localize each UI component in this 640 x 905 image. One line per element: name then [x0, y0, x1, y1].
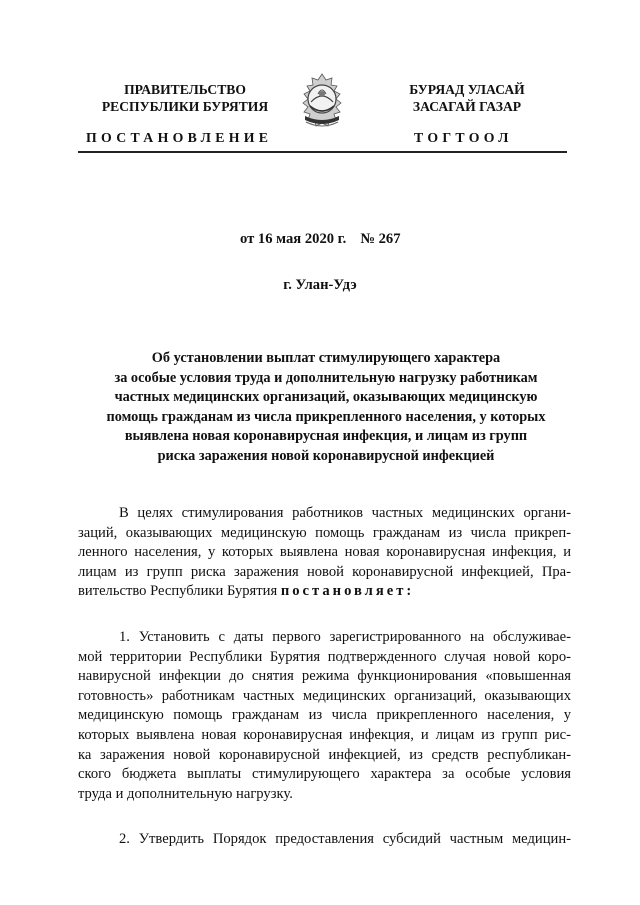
header-divider	[78, 151, 567, 153]
issuer-line-1: ПРАВИТЕЛЬСТВО	[124, 82, 246, 97]
document-date: от 16 мая 2020 г.	[240, 231, 347, 247]
document-type-russian: ПОСТАНОВЛЕНИЕ	[86, 130, 273, 145]
body-line: навирусной инфекции до снятия режима функционирования «повышенная	[78, 668, 571, 685]
body-line: 2. Утвердить Порядок предоставления субсидий частным медицин-	[119, 831, 571, 847]
title-line: Об установлении выплат стимулирующего характера	[151, 350, 501, 366]
body-line-last	[78, 582, 571, 602]
issuer-name-buryat	[368, 82, 566, 115]
decree-keyword: постановляет:	[280, 583, 415, 600]
document-number: № 267	[360, 231, 401, 247]
body-line: ленного населения, у которых выявлена новая коронавирусная инфекция, и	[78, 544, 571, 561]
title-line: риска заражения новой коронавирусной инфекцией	[157, 447, 495, 464]
document-title	[60, 349, 592, 466]
issuer-buryat-line-2: ЗАСАГАЙ ГАЗАР	[412, 98, 522, 114]
coat-of-arms-emblem-icon	[296, 72, 348, 134]
body-line: медицинскую помощь гражданам из числа прикрепленного населения, у	[78, 707, 571, 724]
body-line: которых выявлена новая коронавирусная инфекция, и лицам из групп рис-	[78, 726, 571, 743]
title-line: помощь гражданам из числа прикрепленного населения, у которых	[106, 408, 546, 425]
document-city: г. Улан-Удэ	[283, 277, 357, 293]
title-line: выявлена новая коронавирусная инфекция, и лицам из групп	[124, 428, 528, 444]
body-line: мой территории Республики Бурятия подтвержденного случая новой коро-	[78, 648, 571, 665]
body-line: ка заражения новой коронавирусной инфекцией, из средств республикан-	[78, 746, 571, 763]
body-line: 1. Установить с даты первого зарегистрированного на обслуживае-	[119, 629, 571, 645]
date-number-line	[240, 231, 401, 248]
issuer-line-2: РЕСПУБЛИКИ БУРЯТИЯ	[101, 98, 269, 114]
body-line: лицам из групп риска заражения новой коронавирусной инфекцией, Пра-	[78, 563, 571, 580]
body-line: заций, оказывающих медицинскую помощь гражданам из числа прикреп-	[78, 524, 571, 541]
title-line: за особые условия труда и дополнительную нагрузку работникам	[114, 369, 538, 386]
preamble-paragraph	[78, 504, 571, 602]
title-line: частных медицинских организаций, оказывающих медицинскую	[114, 389, 538, 405]
preamble-ending: вительство Республики Бурятия	[78, 583, 281, 600]
issuer-name-russian	[72, 82, 298, 115]
issuer-buryat-line-1: БУРЯАД УЛАСАЙ	[409, 82, 525, 97]
body-line: труда и дополнительную нагрузку.	[78, 785, 293, 802]
item-2-paragraph	[78, 830, 571, 850]
body-line: готовность» работникам частных медицинских организаций, оказывающих	[78, 687, 571, 704]
body-line: ского бюджета выплаты стимулирующего характера за особые условия	[78, 766, 571, 783]
body-line: В целях стимулирования работников частных медицинских органи-	[119, 505, 571, 521]
document-type-buryat: ТОГТООЛ	[414, 130, 513, 145]
item-1-paragraph	[78, 628, 571, 804]
